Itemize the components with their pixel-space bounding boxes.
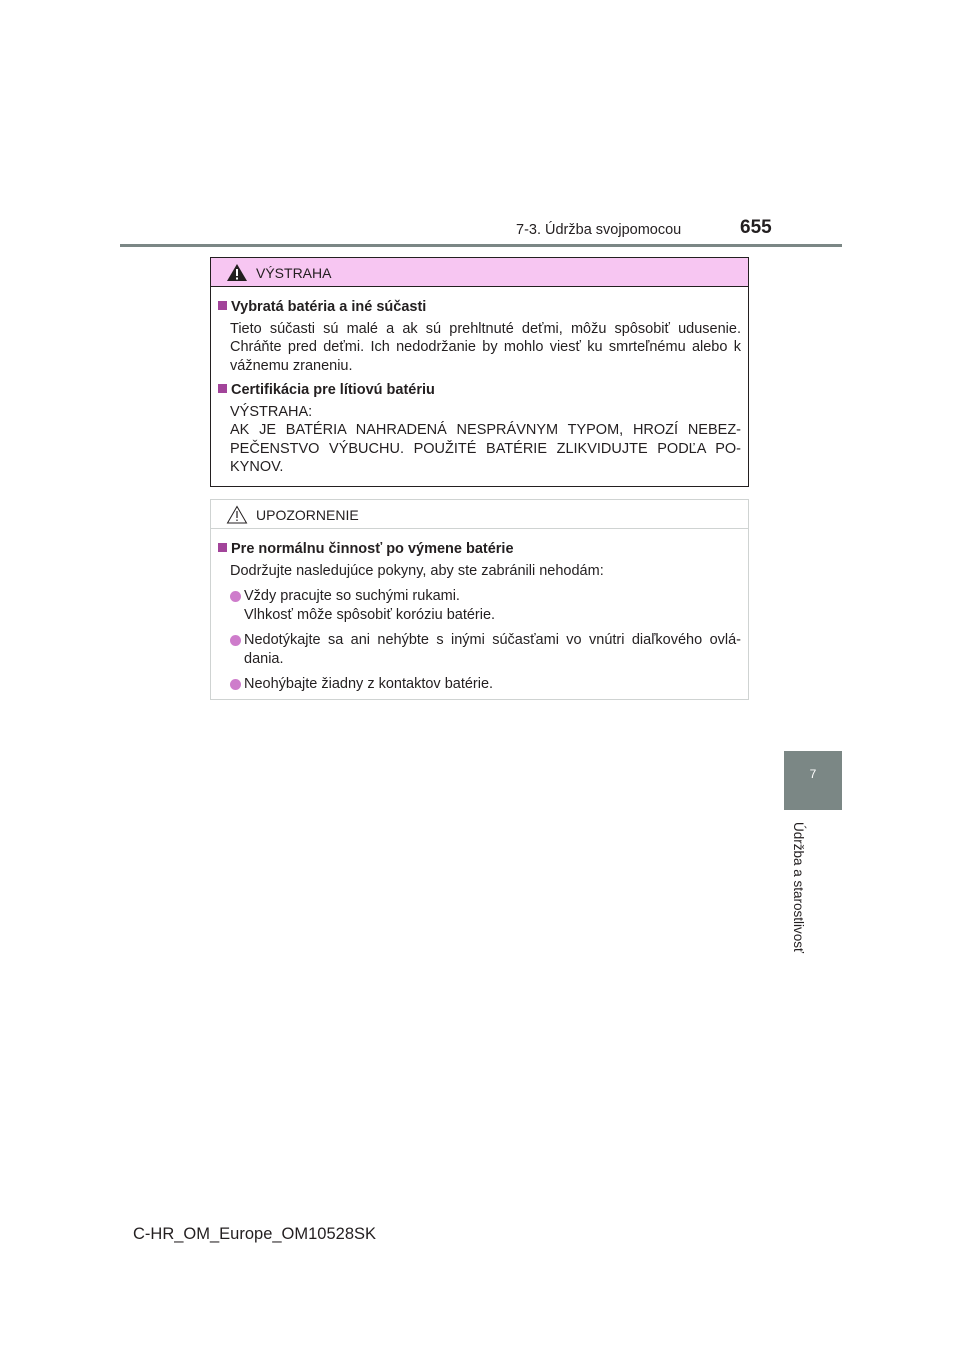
circle-bullet-icon	[230, 679, 241, 690]
page-number: 655	[740, 217, 772, 238]
warning-box	[210, 257, 749, 487]
bullet-item	[218, 587, 741, 624]
item-title: Pre normálnu činnosť po výmene batérie	[231, 541, 514, 557]
square-bullet-icon	[218, 301, 227, 310]
bullet-item	[218, 631, 741, 668]
header-divider	[120, 244, 842, 247]
circle-bullet-icon	[230, 635, 241, 646]
caution-label: UPOZORNENIE	[256, 507, 359, 523]
item-title: Vybratá batéria a iné súčasti	[231, 299, 427, 315]
chapter-title-vertical: Údržba a starostlivosť	[791, 822, 806, 954]
item-paragraph: VÝSTRAHA:	[230, 403, 313, 420]
bullet-item	[218, 675, 741, 694]
item-intro: Dodržujte nasledujúce pokyny, aby ste zabránili nehodám:	[230, 562, 604, 579]
warning-header	[211, 258, 748, 287]
circle-bullet-icon	[230, 591, 241, 602]
caution-body	[211, 529, 748, 694]
section-title: 7-3. Údržba svojpomocou	[516, 222, 682, 238]
bullet-line: Vlhkosť môže spôsobiť koróziu batérie.	[244, 606, 496, 623]
item-paragraph: Tieto súčasti sú malé a ak sú prehltnuté deťmi, môžu spôsobiť udusenie. Chráňte pred deťmi. Ich nedodržanie by mohlo viesť ku smrteľnému alebo k vážnemu zraneniu.	[230, 320, 741, 374]
warning-item	[218, 298, 741, 375]
caution-header	[211, 500, 748, 529]
square-bullet-icon	[218, 543, 227, 552]
document-id: C-HR_OM_Europe_OM10528SK	[133, 1225, 377, 1243]
caution-item	[218, 540, 741, 694]
chapter-tab	[784, 751, 842, 810]
warning-triangle-filled-icon	[226, 263, 248, 282]
warning-label: VÝSTRAHA	[256, 265, 332, 281]
item-paragraph: AK JE BATÉRIA NAHRADENÁ NESPRÁVNYM TYPOM, HROZÍ NEBEZ-PEČENSTVO VÝBUCHU. POUŽITÉ BATÉRIE ZLIKVIDUJTE PODĽA PO-KYNOV.	[230, 422, 741, 475]
item-title: Certifikácia pre lítiovú batériu	[231, 382, 435, 398]
caution-triangle-outline-icon	[226, 505, 248, 524]
chapter-number: 7	[809, 767, 817, 781]
bullet-line: Neohýbajte žiadny z kontaktov batérie.	[244, 676, 494, 692]
bullet-line: Vždy pracujte so suchými rukami.	[244, 588, 460, 604]
warning-item	[218, 381, 741, 477]
warning-body	[211, 287, 748, 477]
bullet-line: Nedotýkajte sa ani nehýbte s inými súčasťami vo vnútri diaľkového ovlá-dania.	[244, 632, 741, 667]
caution-box	[210, 499, 749, 700]
square-bullet-icon	[218, 384, 227, 393]
